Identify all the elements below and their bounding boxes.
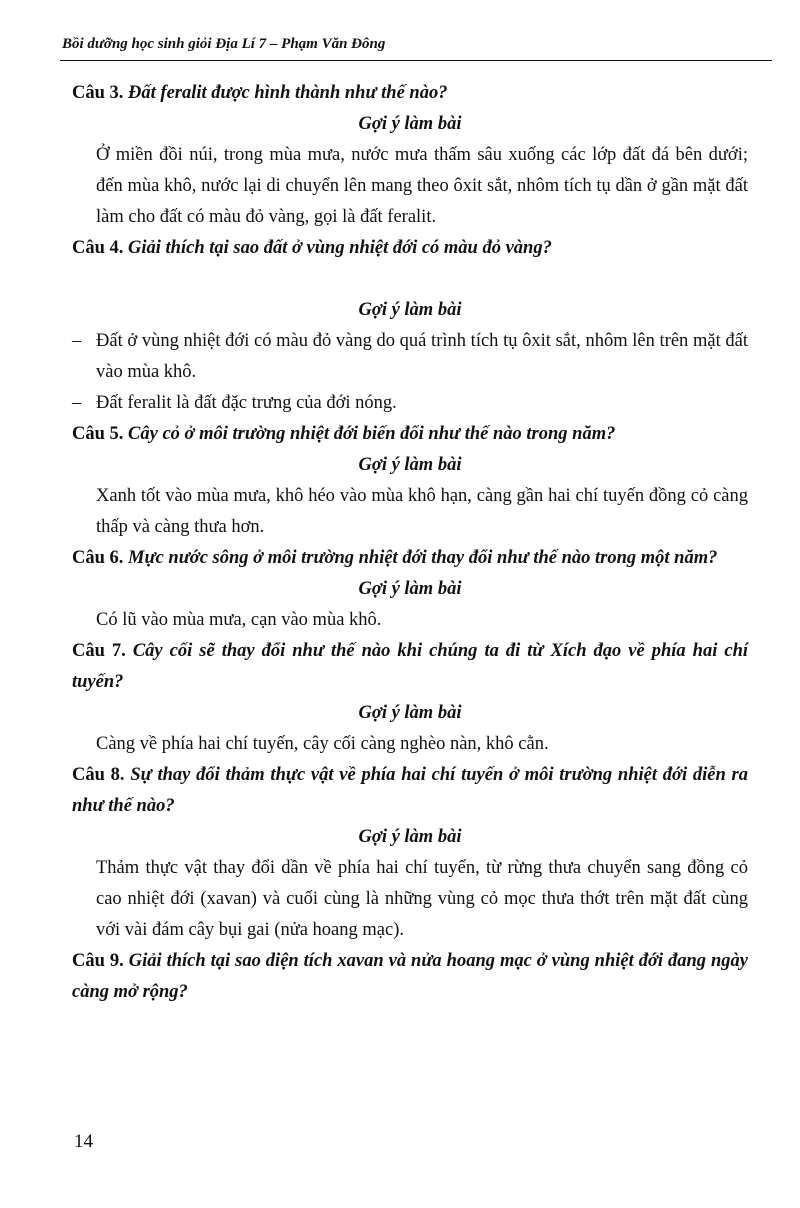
answer-hint-heading: Gợi ý làm bài bbox=[358, 703, 462, 723]
question-label: Câu 4. bbox=[72, 238, 124, 258]
answer-paragraph: Có lũ vào mùa mưa, cạn vào mùa khô. bbox=[96, 610, 382, 630]
answer-hint-heading: Gợi ý làm bài bbox=[358, 827, 462, 847]
question-label: Câu 6. bbox=[72, 548, 124, 568]
question-text: Đất feralit được hình thành như thế nào? bbox=[128, 83, 448, 103]
question-text: Mực nước sông ở môi trường nhiệt đới thay đổi như thế nào trong một năm? bbox=[128, 548, 718, 568]
question-8 bbox=[72, 760, 748, 822]
question-text: Sự thay đổi thảm thực vật về phía hai chí tuyến ở môi trường nhiệt đới diễn ra như thế nào? bbox=[72, 765, 748, 816]
question-label: Câu 3. bbox=[72, 83, 124, 103]
answer-list bbox=[72, 326, 748, 419]
answer-paragraph: Ở miền đồi núi, trong mùa mưa, nước mưa thấm sâu xuống các lớp đất đá bên dưới; đến mùa khô, nước lại di chuyển lên mang theo ôxit sắt, nhôm tích tụ dần ở gần mặt đất làm cho đất có màu đỏ vàng, gọi là đất feralit. bbox=[96, 145, 748, 227]
running-header: Bồi dưỡng học sinh giỏi Địa Lí 7 – Phạm Văn Đông bbox=[62, 36, 386, 52]
question-label: Câu 7. bbox=[72, 641, 126, 661]
blank-space bbox=[72, 264, 748, 295]
question-3 bbox=[72, 78, 748, 109]
question-label: Câu 9. bbox=[72, 951, 124, 971]
question-text: Giải thích tại sao diện tích xavan và nửa hoang mạc ở vùng nhiệt đới đang ngày càng mở rộng? bbox=[72, 951, 749, 1002]
list-item: – Đất ở vùng nhiệt đới có màu đỏ vàng do quá trình tích tụ ôxit sắt, nhôm lên trên mặt đất vào mùa khô. bbox=[72, 326, 748, 388]
page-content bbox=[72, 78, 748, 1008]
question-9 bbox=[72, 946, 748, 1008]
question-label: Câu 5. bbox=[72, 424, 124, 444]
list-item: – Đất feralit là đất đặc trưng của đới nóng. bbox=[72, 388, 748, 419]
answer-hint-heading: Gợi ý làm bài bbox=[358, 579, 462, 599]
answer-hint-heading: Gợi ý làm bài bbox=[358, 114, 462, 134]
answer-paragraph: Thảm thực vật thay đổi dần về phía hai chí tuyến, từ rừng thưa chuyển sang đồng cỏ cao nhiệt đới (xavan) và cuối cùng là những vùng cỏ mọc thưa thớt trên mặt đất cùng với vài đám cây bụi gai (nửa hoang mạc). bbox=[96, 858, 748, 940]
question-label: Câu 8. bbox=[72, 765, 125, 785]
answer-hint-heading: Gợi ý làm bài bbox=[358, 300, 462, 320]
question-text: Cây cối sẽ thay đổi như thế nào khi chúng ta đi từ Xích đạo về phía hai chí tuyến? bbox=[72, 641, 749, 692]
page-number: 14 bbox=[74, 1131, 93, 1152]
question-6 bbox=[72, 543, 748, 574]
question-text: Giải thích tại sao đất ở vùng nhiệt đới có màu đỏ vàng? bbox=[128, 238, 552, 258]
answer-paragraph: Càng về phía hai chí tuyến, cây cối càng nghèo nàn, khô cằn. bbox=[96, 734, 549, 754]
answer-hint-heading: Gợi ý làm bài bbox=[358, 455, 462, 475]
header-rule bbox=[60, 60, 772, 61]
answer-paragraph: Xanh tốt vào mùa mưa, khô héo vào mùa khô hạn, càng gần hai chí tuyến đồng cỏ càng thấp và càng thưa hơn. bbox=[96, 486, 748, 537]
question-5 bbox=[72, 419, 748, 450]
question-7 bbox=[72, 636, 748, 698]
question-4 bbox=[72, 233, 748, 264]
question-text: Cây cỏ ở môi trường nhiệt đới biến đổi như thế nào trong năm? bbox=[128, 424, 616, 444]
